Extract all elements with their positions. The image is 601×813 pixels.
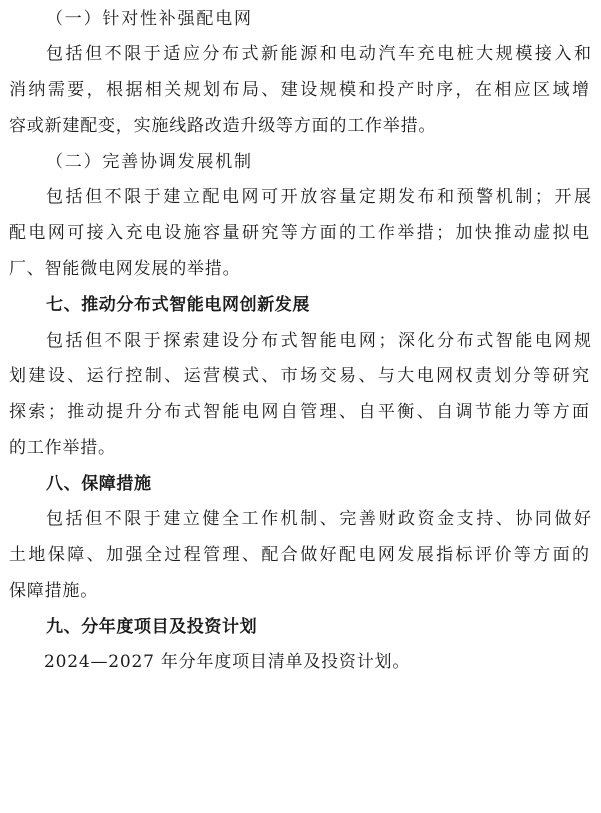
paragraph-line: 消纳需要，根据相关规划布局、建设规模和投产时序，在相应区域增: [9, 80, 589, 100]
subsection-heading: （二）完善协调发展机制: [46, 152, 253, 172]
paragraph-line: 保障措施。: [9, 581, 98, 601]
paragraph-line: 划建设、运行控制、运营模式、市场交易、与大电网权责划分等研究: [9, 366, 589, 386]
paragraph-line: 厂、智能微电网发展的举措。: [9, 259, 241, 279]
paragraph-line: 包括但不限于建立配电网可开放容量定期发布和预警机制；开展: [46, 187, 591, 207]
paragraph-line: 包括但不限于建立健全工作机制、完善财政资金支持、协同做好: [46, 509, 591, 529]
paragraph-line: 包括但不限于探索建设分布式智能电网；深化分布式智能电网规: [46, 331, 591, 351]
paragraph-line: 配电网可接入充电设施容量研究等方面的工作举措；加快推动虚拟电: [9, 223, 589, 243]
paragraph-line: 土地保障、加强全过程管理、配合做好配电网发展指标评价等方面的: [9, 545, 589, 565]
subsection-heading: （一）针对性补强配电网: [46, 9, 253, 29]
paragraph-line: 容或新建配变，实施线路改造升级等方面的工作举措。: [9, 116, 437, 136]
paragraph-line: 2024—2027 年分年度项目清单及投资计划。: [44, 652, 411, 672]
section-heading: 七、推动分布式智能电网创新发展: [46, 295, 310, 315]
section-heading: 九、分年度项目及投资计划: [46, 617, 258, 637]
paragraph-line: 包括但不限于适应分布式新能源和电动汽车充电桩大规模接入和: [46, 44, 591, 64]
paragraph-line: 的工作举措。: [9, 438, 116, 458]
paragraph-line: 探索；推动提升分布式智能电网自管理、自平衡、自调节能力等方面: [9, 402, 589, 422]
section-heading: 八、保障措施: [46, 474, 152, 494]
